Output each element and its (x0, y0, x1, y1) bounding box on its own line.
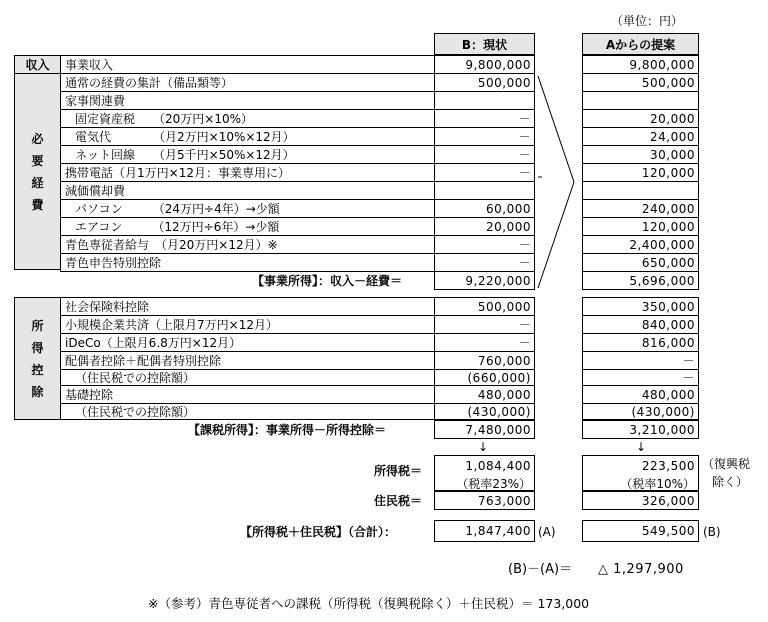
expense-row-label: 青色申告特別控除 (60, 253, 435, 272)
taxable-income-label: 【課税所得】：事業所得－所得控除＝ (188, 423, 387, 437)
taxable-income-proposal: 3,210,000 (582, 420, 699, 439)
business-income-label: 【事業所得】：収入－経費＝ (252, 274, 403, 288)
deduction-proposal: － (582, 369, 699, 386)
deduction-current: － (434, 333, 535, 352)
expense-current: － (434, 127, 535, 146)
deduction-label-char: 控 (31, 362, 44, 377)
deduction-row-label: 配偶者控除＋配偶者特別控除 (60, 351, 435, 370)
expense-proposal: 120,000 (582, 163, 699, 182)
header-proposal: Aからの提案 (582, 33, 699, 55)
deduction-label-char: 得 (31, 340, 44, 355)
expense-current: 20,000 (434, 217, 535, 236)
expense-row-label: 通常の経費の集計（備品類等） (60, 73, 435, 92)
deduction-row-label: （住民税での控除額） (60, 403, 435, 420)
resident-tax-proposal: 326,000 (582, 491, 699, 510)
expense-label-char: 必 (31, 131, 44, 146)
expense-current (434, 91, 535, 110)
expense-proposal: 240,000 (582, 199, 699, 218)
expense-row-label: パソコン （24万円÷4年）→少額 (60, 199, 435, 218)
reconstruction-tax-note-line2: 除く） (712, 475, 749, 489)
expense-proposal: 20,000 (582, 109, 699, 128)
deduction-proposal: (430,000) (582, 403, 699, 420)
expense-proposal: 120,000 (582, 217, 699, 236)
expense-row-label: エアコン （12万円÷6年）→少額 (60, 217, 435, 236)
expense-current: － (434, 253, 535, 272)
header-current: B：現状 (434, 33, 535, 55)
expense-current: 60,000 (434, 199, 535, 218)
expense-proposal: 500,000 (582, 73, 699, 92)
total-current-tag: (A) (538, 525, 556, 539)
deduction-row-label: 基礎控除 (60, 385, 435, 404)
deduction-current: － (434, 315, 535, 334)
taxable-income-current: 7,480,000 (434, 420, 535, 439)
expense-row-label: 減価償却費 (60, 181, 435, 200)
reconstruction-tax-note-line1: （復興税 (702, 457, 751, 471)
total-proposal: 549,500 (582, 520, 699, 542)
deduction-current: (660,000) (434, 369, 535, 386)
deduction-row-label: 社会保険料控除 (60, 297, 435, 316)
income-tax-current-rate: （税率23%） (456, 477, 531, 491)
deduction-proposal: 840,000 (582, 315, 699, 334)
difference-value: △ 1,297,900 (598, 562, 684, 577)
down-arrow-icon: ↓ (478, 440, 489, 454)
expense-proposal: 650,000 (582, 253, 699, 272)
expense-row-label: 携帯電話（月1万円×12月：事業専用に） (60, 163, 435, 182)
deduction-row-label: iDeCo（上限月6.8万円×12月） (60, 333, 435, 352)
income-current: 9,800,000 (434, 55, 535, 74)
expense-label-char: 費 (31, 197, 44, 212)
unit-label: （単位：円） (611, 14, 684, 28)
expense-label-char: 経 (31, 175, 44, 190)
expense-row-label: 家事関連費 (60, 91, 435, 110)
down-arrow-icon: ↓ (636, 440, 647, 454)
expense-row-label: 電気代 （月2万円×10%×12月） (60, 127, 435, 146)
expense-current: － (434, 163, 535, 182)
income-item-label: 事業収入 (60, 55, 435, 74)
expense-label-char: 要 (31, 153, 44, 168)
deduction-proposal: 816,000 (582, 333, 699, 352)
deduction-label-char: 所 (31, 318, 44, 333)
deduction-proposal: 480,000 (582, 385, 699, 404)
expense-section-label (14, 73, 61, 270)
resident-tax-label: 住民税＝ (374, 494, 423, 508)
deduction-proposal: 350,000 (582, 297, 699, 316)
total-label: 【所得税＋住民税】（合計）： (240, 525, 397, 539)
income-tax-current-value: 1,084,400 (465, 459, 531, 473)
expense-proposal: 2,400,000 (582, 235, 699, 254)
income-tax-proposal-value: 223,500 (641, 459, 695, 473)
total-current: 1,847,400 (434, 520, 535, 542)
total-proposal-tag: (B) (703, 525, 721, 539)
expense-current: － (434, 145, 535, 164)
income-proposal: 9,800,000 (582, 55, 699, 74)
deduction-label-char: 除 (31, 384, 44, 399)
income-tax-proposal (582, 455, 699, 491)
expense-current: 500,000 (434, 73, 535, 92)
deduction-current: 480,000 (434, 385, 535, 404)
expense-row-label: ネット回線 （月5千円×50%×12月） (60, 145, 435, 164)
deduction-row-label: 小規模企業共済（上限月7万円×12月） (60, 315, 435, 334)
expense-proposal: 24,000 (582, 127, 699, 146)
deduction-current: 500,000 (434, 297, 535, 316)
expense-row-label: 固定資産税 （20万円×10%） (60, 109, 435, 128)
deduction-row-label: （住民税での控除額） (60, 369, 435, 386)
deduction-proposal: － (582, 351, 699, 370)
business-income-proposal: 5,696,000 (582, 271, 699, 290)
expense-current (434, 181, 535, 200)
deduction-current: 760,000 (434, 351, 535, 370)
income-section-label: 収入 (14, 55, 61, 74)
comparison-arrow-icon (536, 74, 582, 290)
expense-current: － (434, 235, 535, 254)
footnote: ※（参考）青色専従者への課税（所得税（復興税除く）＋住民税）＝ 173,000 (148, 596, 590, 611)
expense-proposal (582, 91, 699, 110)
income-tax-label: 所得税＝ (374, 464, 423, 478)
expense-proposal: 30,000 (582, 145, 699, 164)
resident-tax-current: 763,000 (434, 491, 535, 510)
deduction-current: (430,000) (434, 403, 535, 420)
income-tax-proposal-rate: （税率10%） (620, 477, 695, 491)
expense-proposal (582, 181, 699, 200)
deduction-section-label (14, 297, 61, 420)
expense-row-label: 青色専従者給与 （月20万円×12月）※ (60, 235, 435, 254)
expense-current: － (434, 109, 535, 128)
business-income-current: 9,220,000 (434, 271, 535, 290)
income-tax-current (434, 455, 535, 491)
difference-label: (B)－(A)＝ (508, 562, 573, 577)
